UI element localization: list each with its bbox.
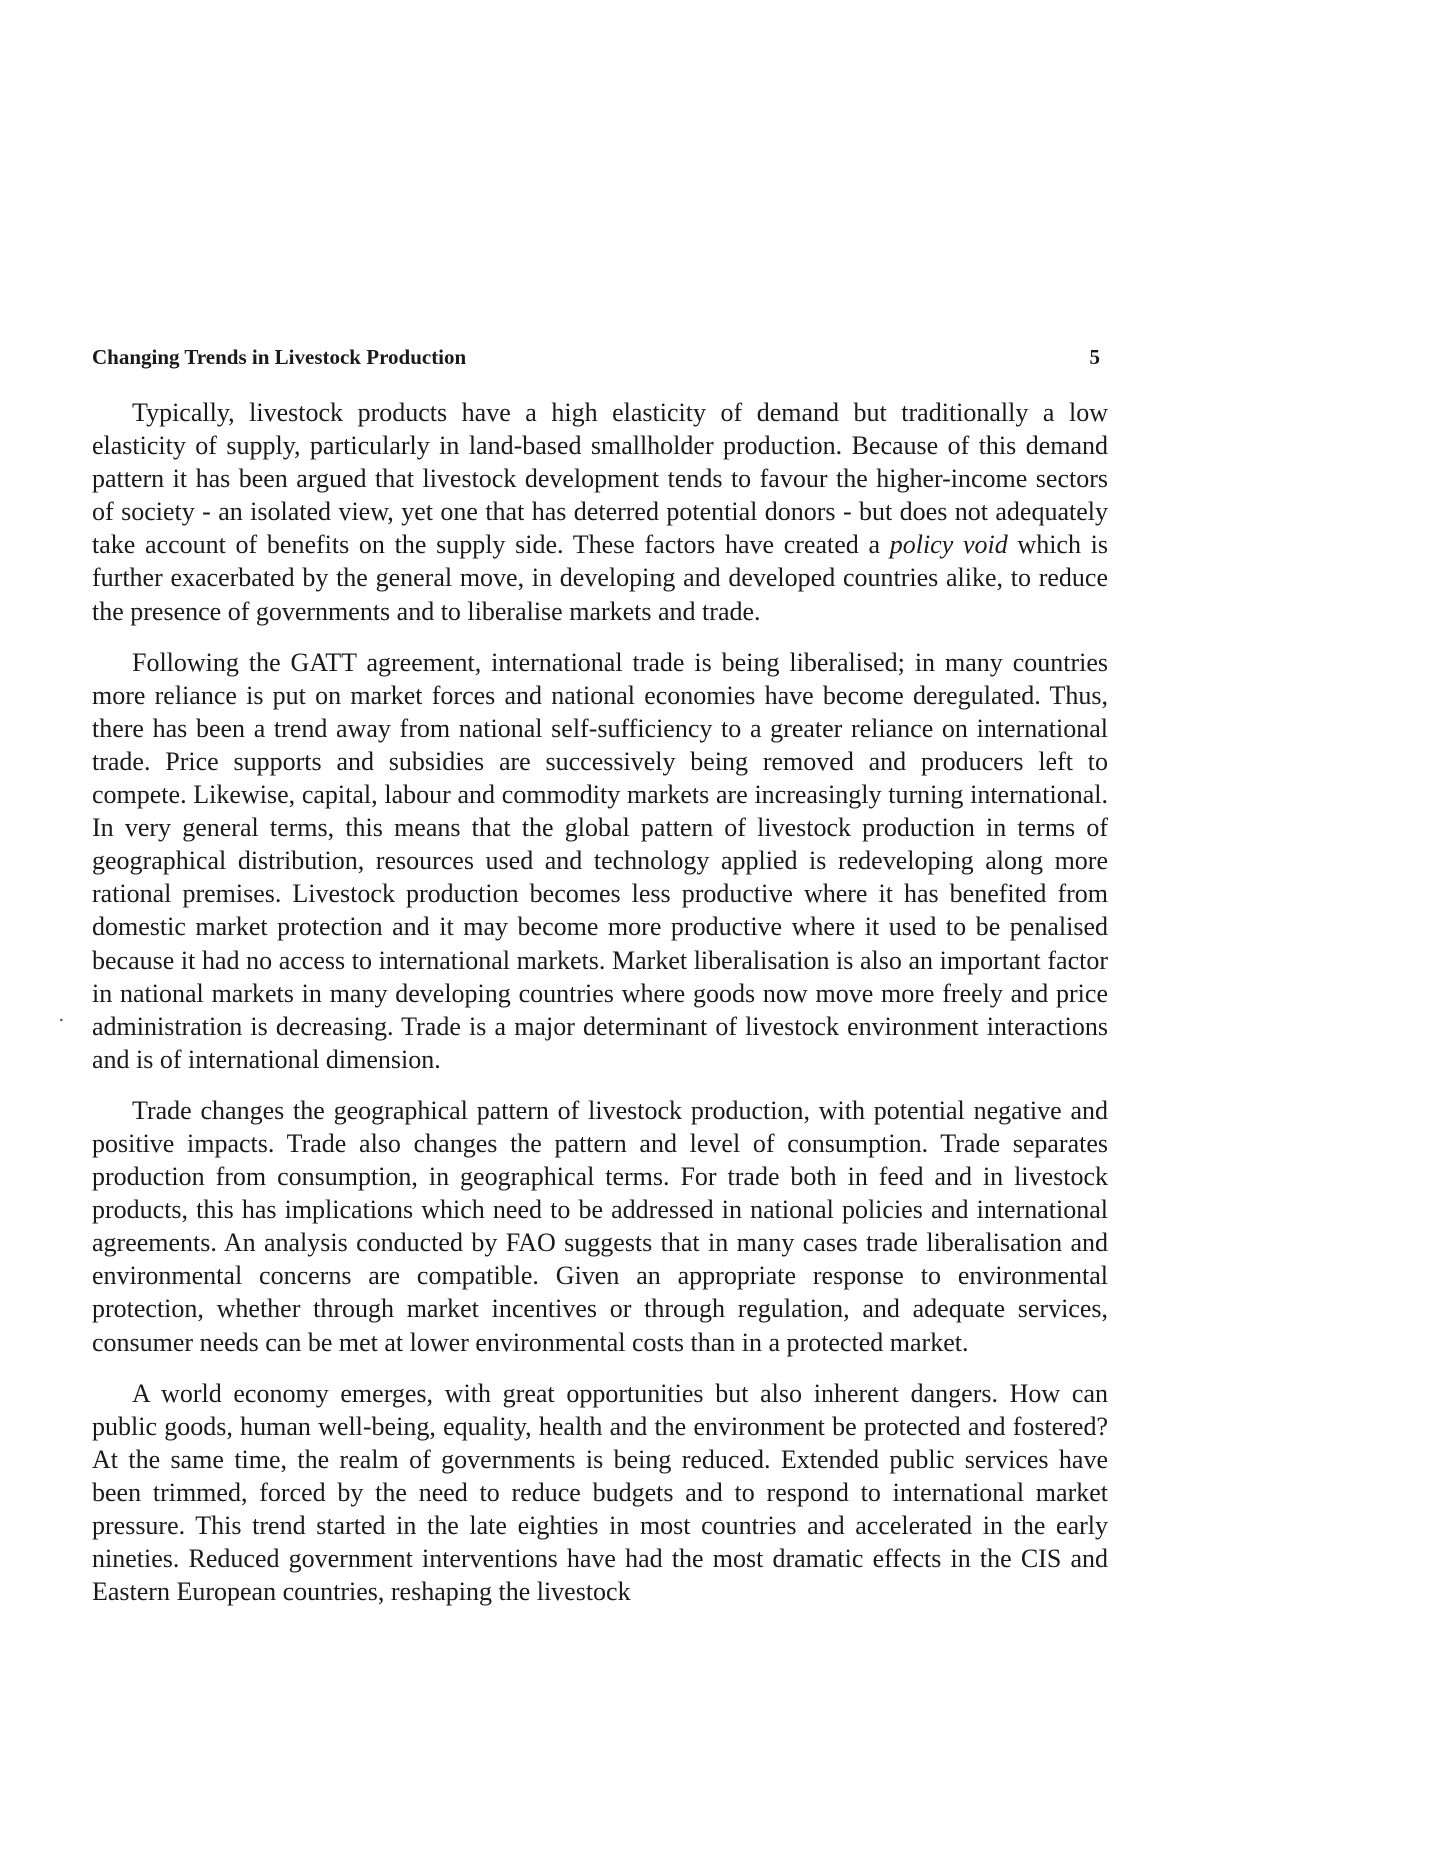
paragraph-2: Following the GATT agreement, international trade is being liberalised; in many countries more reliance is put on market forces and national economies have become deregulated. Thus, there has been a trend away from national self-sufficiency to a greater reliance on international trade. Price supports and subsidies are successively being removed and producers left to compete. Likewise, capital, labour and commodity markets are increasingly turning international. In very general terms, this means that the global pattern of livestock production in terms of geographical distribution, resources used and technology applied is redeveloping along more rational premises. Livestock production becomes less productive where it has benefited from domestic market protection and it may become more productive where it used to be penalised because it had no access to international markets. Market liberalisation is also an important factor in national markets in many developing countries where goods now move more freely and price administration is decreasing. Trade is a major determinant of livestock environment interactions and is of international dimension. <box>92 647 1108 1074</box>
paragraph-1-after: which is further exacerbated by the general move, in developing and developed countries alike, to reduce the presence of governments and to liberalise markets and trade. <box>92 530 1109 626</box>
paragraph-1-before: Typically, livestock products have a high elasticity of demand but traditionally a low elasticity of supply, particularly in land-based smallholder production. Because of this demand pattern it has been argued that livestock development tends to favour the higher-income sectors of society - an isolated view, yet one that has deterred potential donors - but does not adequately take account of benefits on the supply side. These factors have created a <box>92 398 1108 560</box>
paragraph-3: Trade changes the geographical pattern of livestock production, with potential negative and positive impacts. Trade also changes the pattern and level of consumption. Trade separates production from consumption, in geographical terms. For trade both in feed and in livestock products, this has implications which need to be addressed in national policies and international agreements. An analysis conducted by FAO suggests that in many cases trade liberalisation and environmental concerns are compatible. Given an appropriate response to environmental protection, whether through market incentives or through regulation, and adequate services, consumer needs can be met at lower environmental costs than in a protected market. <box>92 1095 1108 1357</box>
policy-void-emphasis: policy void <box>889 530 1008 560</box>
paragraph-4: A world economy emerges, with great opportunities but also inherent dangers. How can public goods, human well-being, equality, health and the environment be protected and fostered? At the same time, the realm of governments is being reduced. Extended public services have been trimmed, forced by the need to reduce budgets and to respond to international market pressure. This trend started in the late eighties in most countries and accelerated in the early nineties. Reduced government interventions have had the most dramatic effects in the CIS and Eastern European countries, reshaping the livestock <box>92 1378 1108 1607</box>
page-number: 5 <box>1089 345 1100 369</box>
scan-speck: ․ <box>58 1004 65 1026</box>
running-title: Changing Trends in Livestock Production <box>92 345 467 369</box>
body-text <box>92 396 1108 1608</box>
document-page <box>92 345 1108 1626</box>
running-header <box>92 345 1108 370</box>
paragraph-1 <box>92 396 1108 628</box>
